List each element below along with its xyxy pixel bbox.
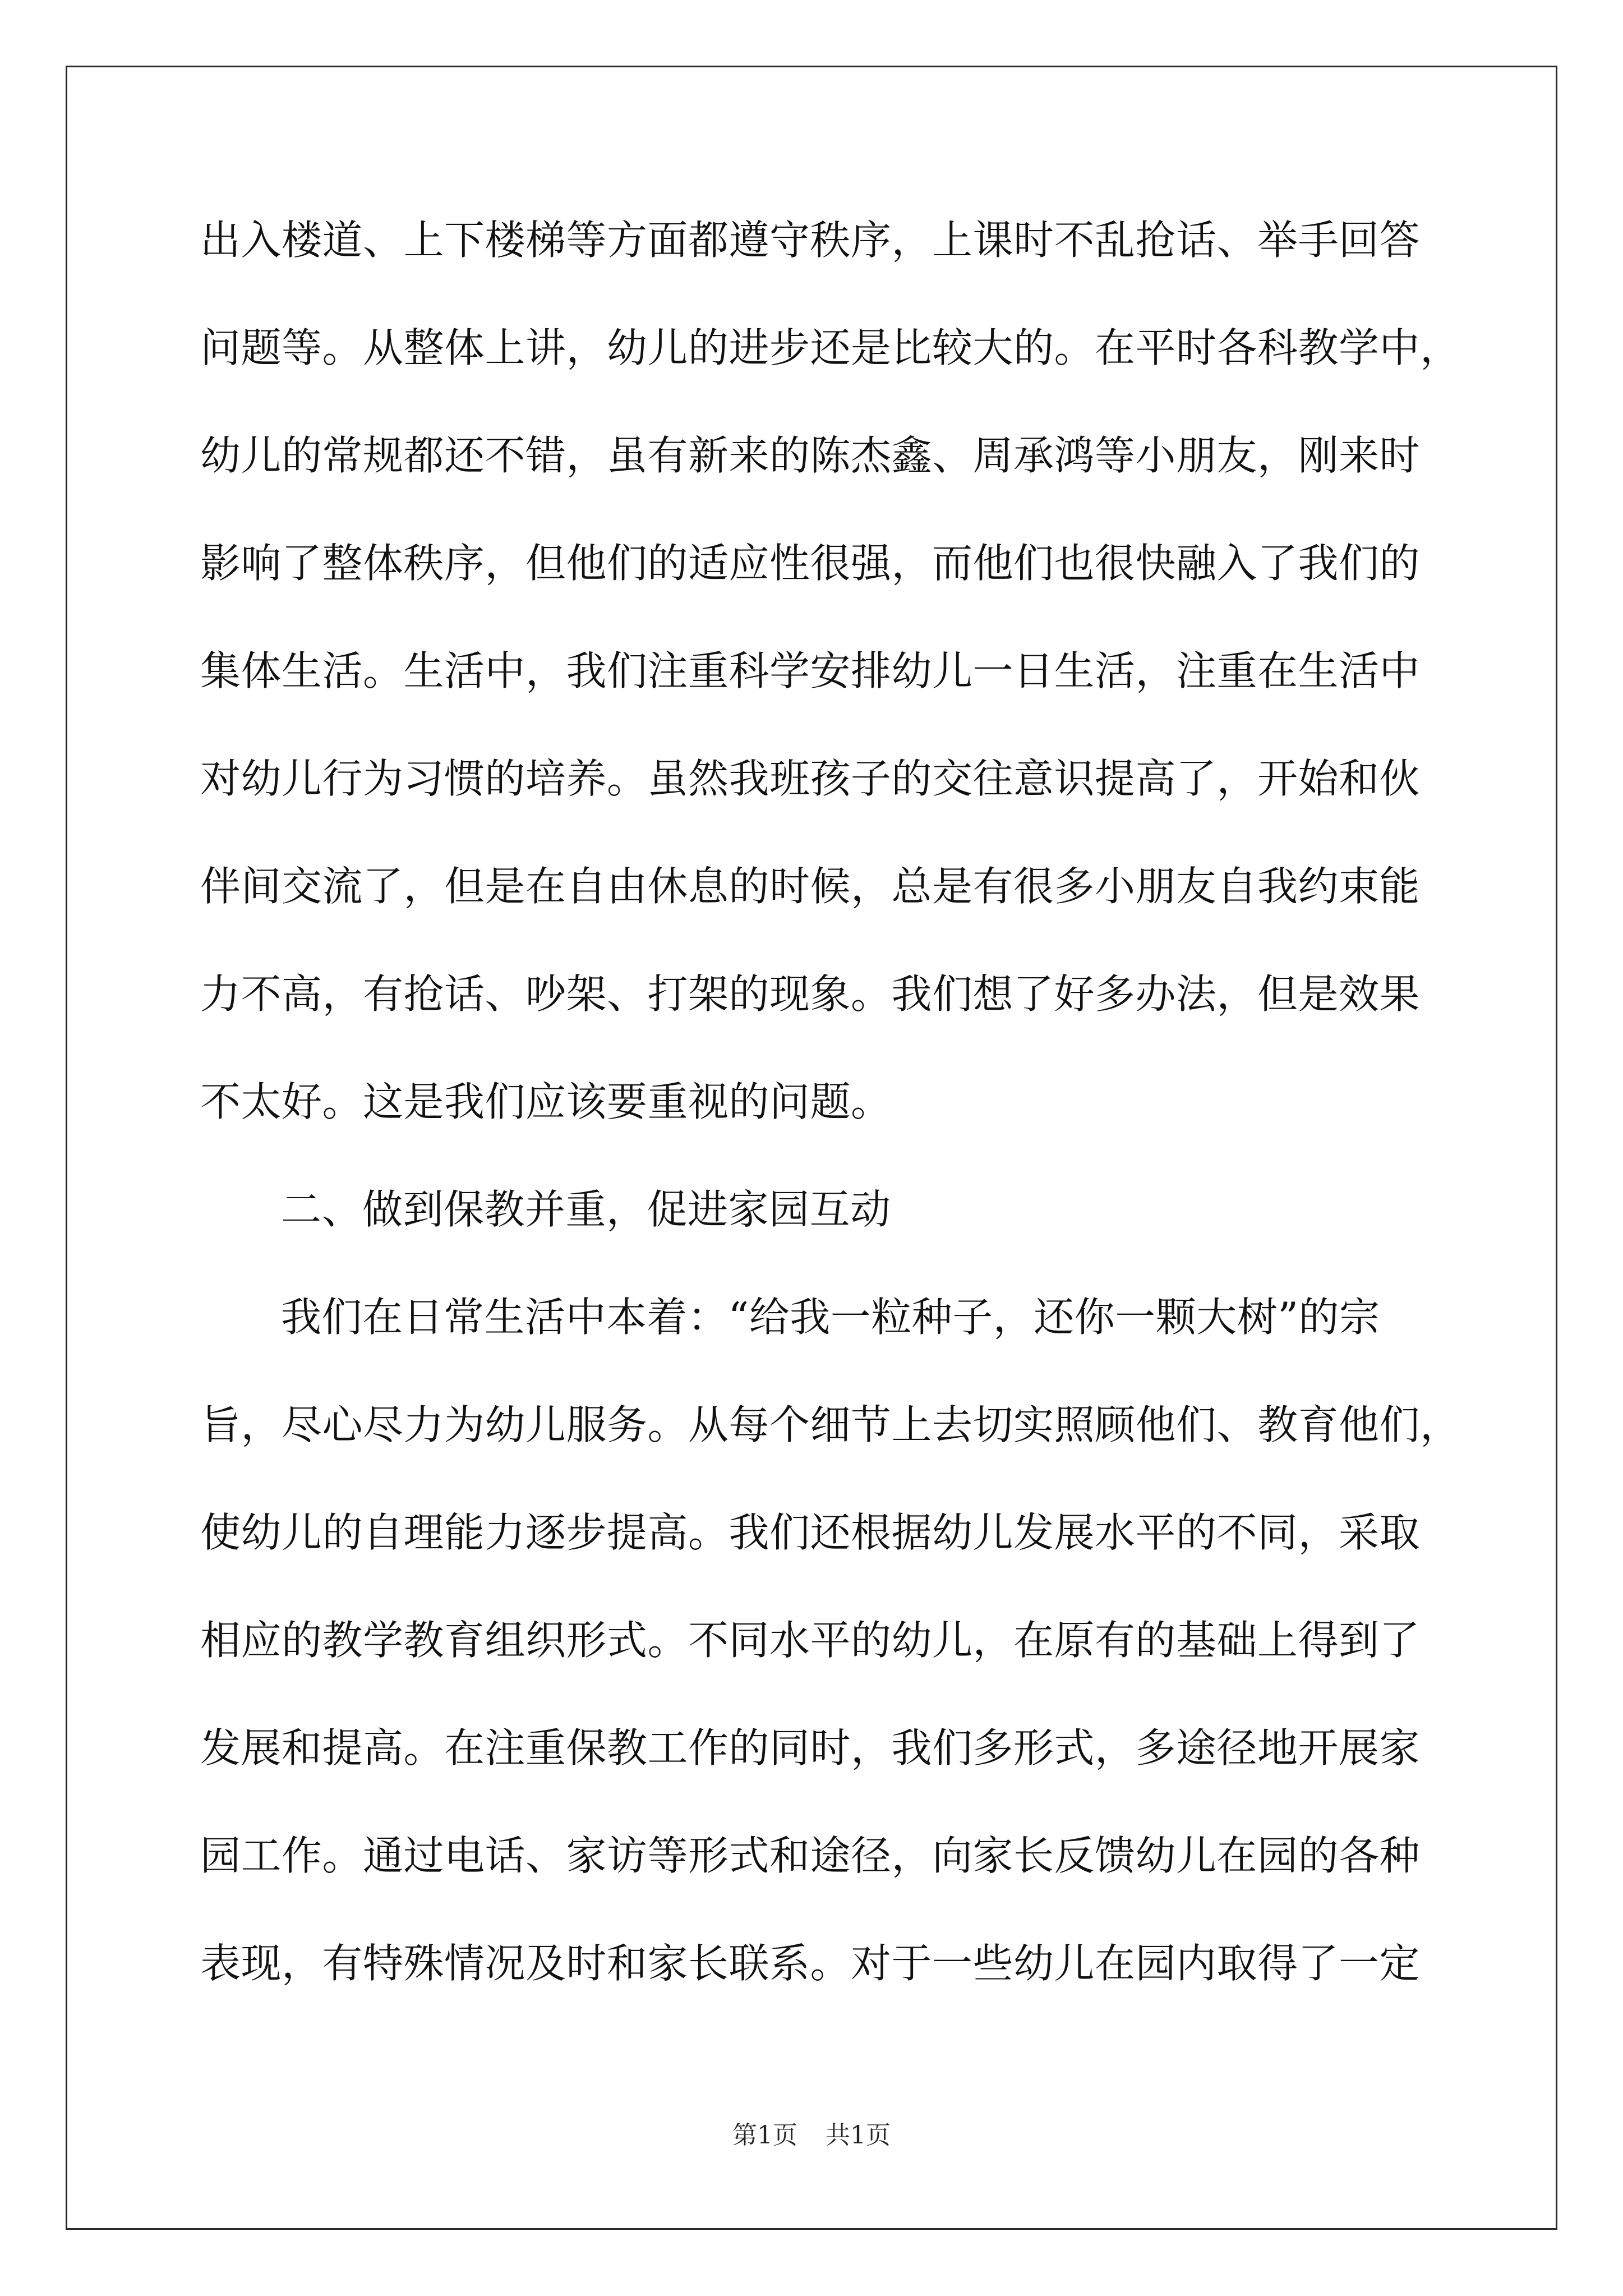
page-number: 第1页 (732, 2121, 797, 2150)
text-line: 伴间交流了，但是在自由休息的时候，总是有很多小朋友自我约束能 (200, 863, 1421, 910)
text-line: 幼儿的常规都还不错，虽有新来的陈杰鑫、周承鸿等小朋友，刚来时 (200, 432, 1421, 479)
text-line: 园工作。通过电话、家访等形式和途径，向家长反馈幼儿在园的各种 (200, 1832, 1421, 1879)
text-line: 集体生活。生活中，我们注重科学安排幼儿一日生活，注重在生活中 (200, 647, 1421, 694)
text-line: 出入楼道、上下楼梯等方面都遵守秩序，上课时不乱抢话、举手回答 (200, 217, 1421, 264)
text-line: 相应的教学教育组织形式。不同水平的幼儿，在原有的基础上得到了 (200, 1617, 1421, 1664)
text-line: 对幼儿行为习惯的培养。虽然我班孩子的交往意识提高了，开始和伙 (200, 755, 1421, 802)
text-line: 力不高，有抢话、吵架、打架的现象。我们想了好多办法，但是效果 (200, 970, 1421, 1018)
text-line: 使幼儿的自理能力逐步提高。我们还根据幼儿发展水平的不同，采取 (200, 1509, 1421, 1556)
text-line: 发展和提高。在注重保教工作的同时，我们多形式，多途径地开展家 (200, 1724, 1421, 1772)
page-footer (0, 2122, 1623, 2150)
text-line: 影响了整体秩序，但他们的适应性很强，而他们也很快融入了我们的 (200, 540, 1421, 587)
text-line: 表现，有特殊情况及时和家长联系。对于一些幼儿在园内取得了一定 (200, 1940, 1421, 1987)
document-body (200, 217, 1461, 2051)
text-line: 不太好。这是我们应该要重视的问题。 (200, 1078, 892, 1125)
text-line: 问题等。从整体上讲，幼儿的进步还是比较大的。在平时各科教学中， (200, 324, 1461, 371)
text-line: 二、做到保教并重，促进家园互动 (281, 1186, 891, 1233)
text-line: 旨，尽心尽力为幼儿服务。从每个细节上去切实照顾他们、教育他们， (200, 1401, 1461, 1448)
text-line: 我们在日常生活中本着：“给我一粒种子，还你一颗大树”的宗 (281, 1294, 1380, 1341)
page-total: 共1页 (826, 2121, 891, 2150)
